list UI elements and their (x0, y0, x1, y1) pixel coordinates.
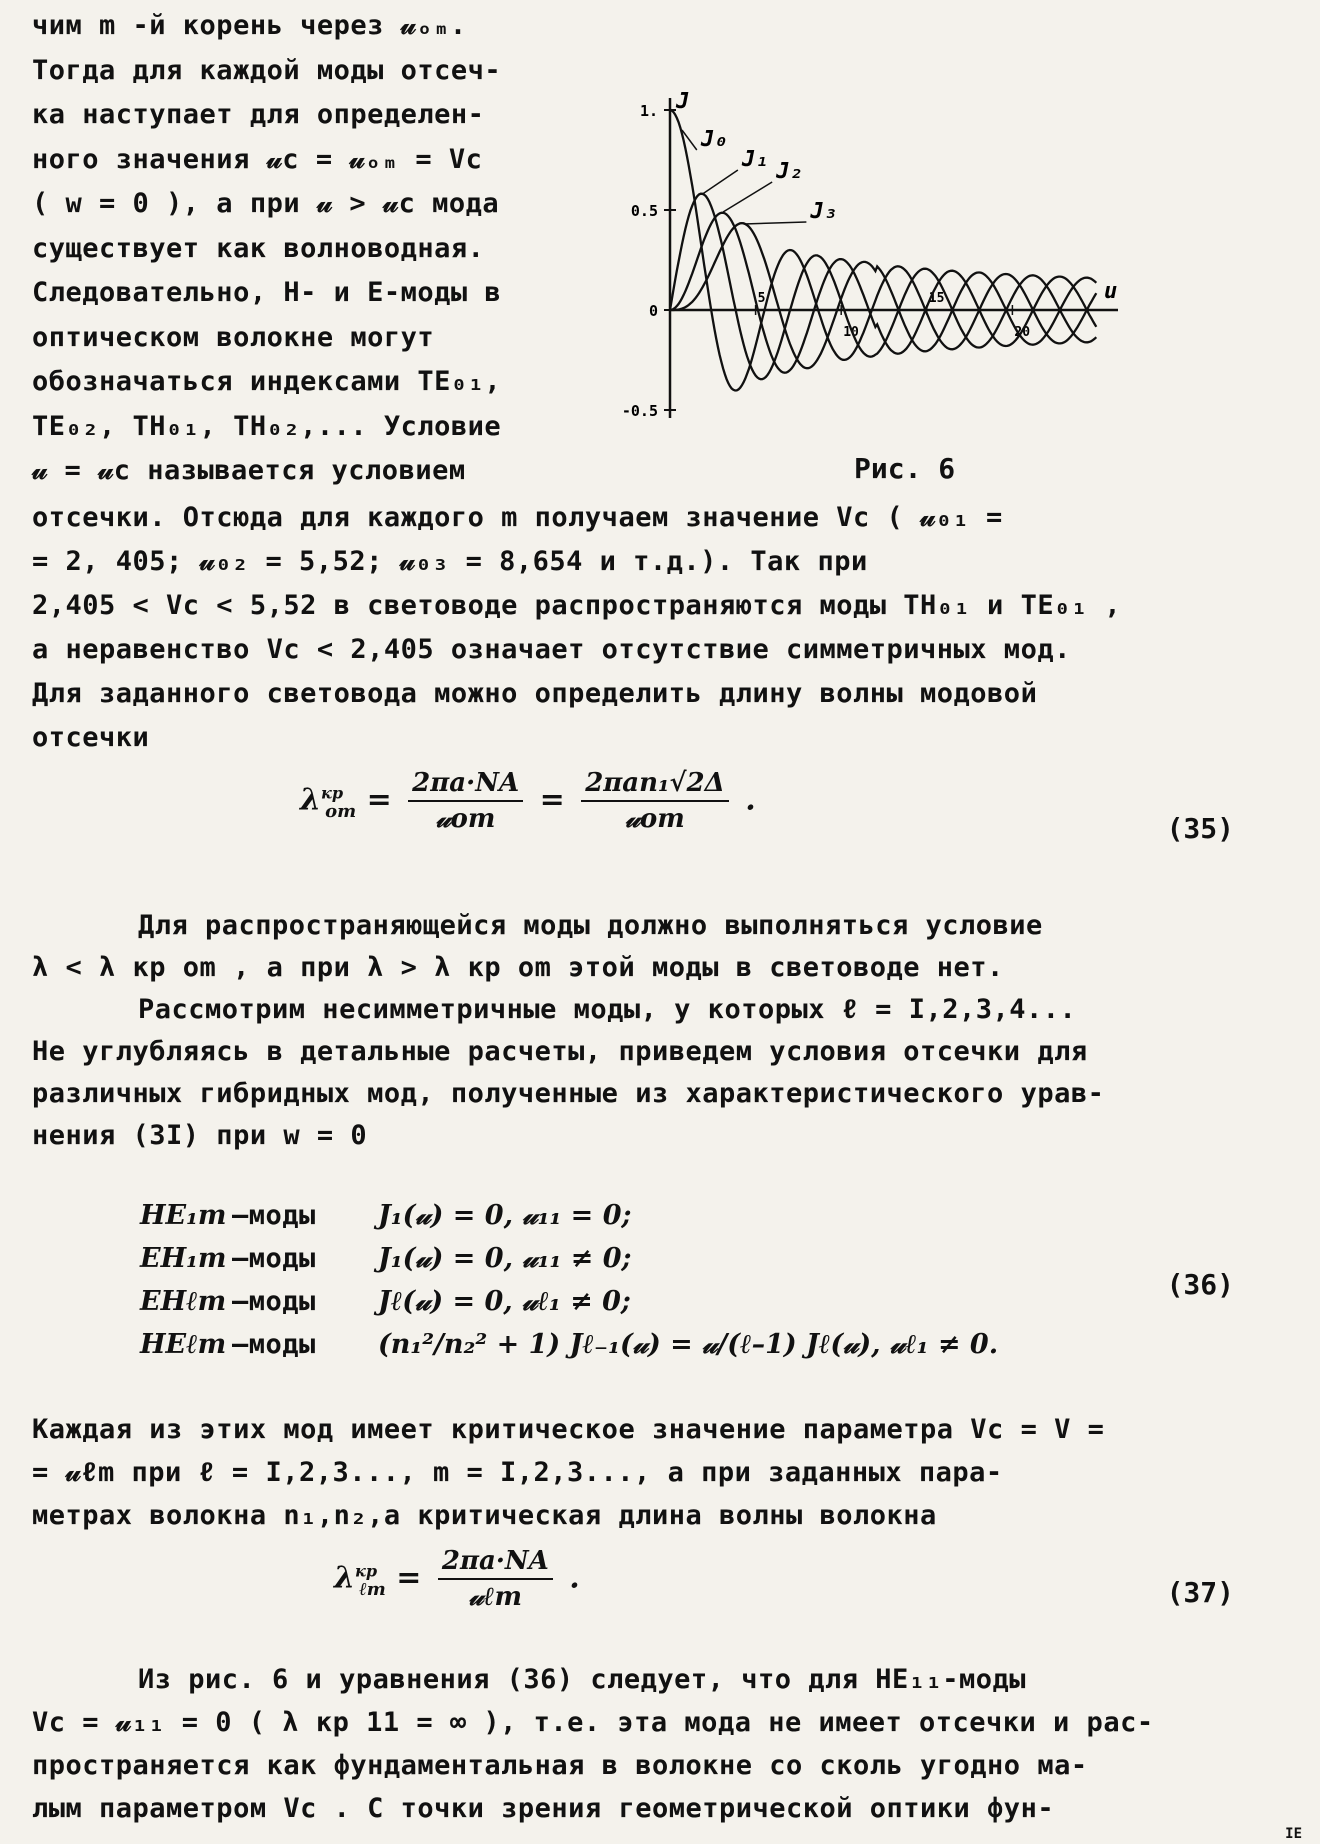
curve-J₂ (670, 213, 1096, 373)
top-text-line: ного значения 𝓊c = 𝓊ₒₘ = Vc (32, 143, 483, 175)
x-tick-label: 10 (843, 325, 859, 340)
top-text-line: ( w = 0 ), а при 𝓊 > 𝓊c мода (32, 188, 500, 219)
eq36-condition: Jℓ(𝓊) = 0, 𝓊ℓ₁ ≠ 0; (378, 1286, 631, 1317)
x-axis-label: u (1104, 279, 1118, 304)
y-tick-label: -0.5 (621, 402, 658, 420)
equation-35: $\lambda^{кр}_{om}$ = $\frac{2\pi a\cdot NA}{\text{𝓊om}}$ = $\frac{\text{2πan₁√2Δ}}{\text{𝓊om}}$ . (300, 768, 756, 834)
curve-label-leader (723, 182, 772, 212)
top-text-line: 𝓊 = 𝓊c называется условием (32, 455, 466, 486)
eq35-lhs: λ (300, 782, 322, 818)
curve-J₀ (670, 110, 1096, 391)
he11-text-line: Из рис. 6 и уравнения (36) следует, что для HE₁₁-моды (138, 1664, 1027, 1695)
eq35-fraction-2: $\frac{\text{2πan₁√2Δ}}{\text{𝓊om}}$ (581, 768, 729, 835)
asym-text-line: различных гибридных мод, полученные из характеристического урав- (32, 1078, 1105, 1109)
curve-label: J₃ (810, 199, 837, 224)
asym-text-line: Для распространяющейся моды должно выполняться условие (138, 910, 1043, 941)
cutoff-text-line: а неравенство Vc < 2,405 означает отсутствие симметричных мод. (32, 634, 1071, 665)
eq37-lhs: λ (334, 1560, 356, 1596)
top-text-line: Тогда для каждой моды отсеч- (32, 54, 502, 86)
top-text-line: Следовательно, Н- и Е-моды в (32, 277, 502, 308)
cutoff-text-line: Для заданного световода можно определить длину волны модовой (32, 678, 1038, 709)
top-text-line: чим m -й корень через 𝓊ₒₘ. (32, 10, 467, 41)
asym-text-line: Рассмотрим несимметричные моды, у которых ℓ = I,2,3,4... (138, 994, 1077, 1025)
eq36-dash: –моды (232, 1243, 316, 1274)
top-text-line: обозначаться индексами TE₀₁, (32, 366, 502, 397)
eq37-lhs-sub: ℓm (359, 1578, 386, 1600)
x-tick-label: 5 (757, 291, 766, 306)
curve-label-leader (744, 222, 807, 224)
he11-text-line: Vc = 𝓊₁₁ = 0 ( λ кр 11 = ∞ ), т.е. эта мода не имеет отсечки и рас- (32, 1707, 1154, 1738)
cutoff-text-line: отсечки. Отсюда для каждого m получаем значение Vc ( 𝓊₀₁ = (32, 502, 1003, 533)
he11-text-line: лым параметром Vc . С точки зрения геометрической оптики фун- (32, 1793, 1055, 1824)
critical-text-line: Каждая из этих мод имеет критическое значение параметра Vc = V = (32, 1414, 1105, 1445)
eq37-number: (37) (1166, 1576, 1234, 1609)
critical-text-line: метрах волокна n₁,n₂,a критическая длина волны волокна (32, 1500, 937, 1531)
x-tick-label: 15 (928, 291, 945, 306)
y-axis-label: J (676, 89, 690, 114)
critical-text-line: = 𝓊ℓm при ℓ = I,2,3..., m = I,2,3..., а при заданных пара- (32, 1457, 1003, 1488)
he11-text-line: пространяется как фундаментальная в волокне со сколь угодно ма- (32, 1750, 1088, 1781)
curve-label: J₀ (700, 127, 728, 152)
eq36-mode: EH₁m (140, 1243, 227, 1274)
eq36-dash: –моды (232, 1286, 316, 1317)
equation-37: $\lambda^{кр}_{\ell m}$ = $\frac{2\pi a\cdot NA}{\text{𝓊ℓm}}$ . (334, 1546, 580, 1612)
eq35-lhs-sub: om (325, 800, 357, 822)
y-tick-label: 0 (648, 302, 658, 320)
bessel-figure (618, 88, 1138, 438)
eq35-fraction-1: $\frac{2\pi a\cdot NA}{\text{𝓊om}}$ (408, 768, 523, 835)
eq35-number: (35) (1166, 812, 1234, 845)
eq35-lhs-sup: кр (321, 783, 344, 803)
eq36-dash: –моды (232, 1329, 316, 1360)
x-tick-label: 20 (1014, 325, 1031, 340)
top-text-line: оптическом волокне могут (32, 321, 435, 353)
eq37-lhs-sup: кр (355, 1561, 378, 1581)
asym-text-line: нения (3I) при w = 0 (32, 1120, 368, 1151)
eq36-condition: (n₁²/n₂² + 1) Jℓ₋₁(𝓊) = 𝓊/(ℓ–1) Jℓ(𝓊), 𝓊ℓ₁ ≠ 0. (378, 1329, 999, 1360)
figure-caption: Рис. 6 (854, 452, 956, 485)
curve-label: J₂ (776, 159, 803, 184)
cutoff-text-line: = 2, 405; 𝓊₀₂ = 5,52; 𝓊₀₃ = 8,654 и т.д.). Так при (32, 546, 868, 577)
asym-text-line: λ < λ кр om , а при λ > λ кр om этой моды в световоде нет. (32, 952, 1004, 983)
y-tick-label: 0.5 (630, 202, 658, 220)
cutoff-text-line: 2,405 < Vc < 5,52 в световоде распространяются моды TH₀₁ и TE₀₁ , (32, 590, 1122, 621)
curve-label: J₁ (741, 147, 769, 172)
cutoff-text-line: отсечки (32, 722, 150, 753)
eq36-condition: J₁(𝓊) = 0, 𝓊₁₁ = 0; (378, 1200, 632, 1231)
eq36-mode: EHℓm (140, 1286, 227, 1317)
eq36-dash: –моды (232, 1200, 316, 1231)
top-text-line: TE₀₂, TH₀₁, TH₀₂,... Условие (32, 410, 502, 442)
continuation-mark: IE (1285, 1826, 1302, 1842)
eq36-condition: J₁(𝓊) = 0, 𝓊₁₁ ≠ 0; (378, 1243, 632, 1274)
eq37-fraction: $\frac{2\pi a\cdot NA}{\text{𝓊ℓm}}$ (438, 1546, 553, 1613)
y-tick-label: 1. (639, 102, 658, 120)
curve-label-leader (703, 170, 738, 194)
curve-J₁ (670, 194, 1096, 380)
eq36-number: (36) (1166, 1268, 1234, 1301)
eq36-mode: HEℓm (140, 1329, 227, 1360)
top-text-line: существует как волноводная. (32, 232, 485, 264)
top-text-line: ка наступает для определен- (32, 99, 485, 130)
asym-text-line: Не углубляясь в детальные расчеты, приведем условия отсечки для (32, 1036, 1088, 1067)
eq36-mode: HE₁m (140, 1200, 227, 1231)
